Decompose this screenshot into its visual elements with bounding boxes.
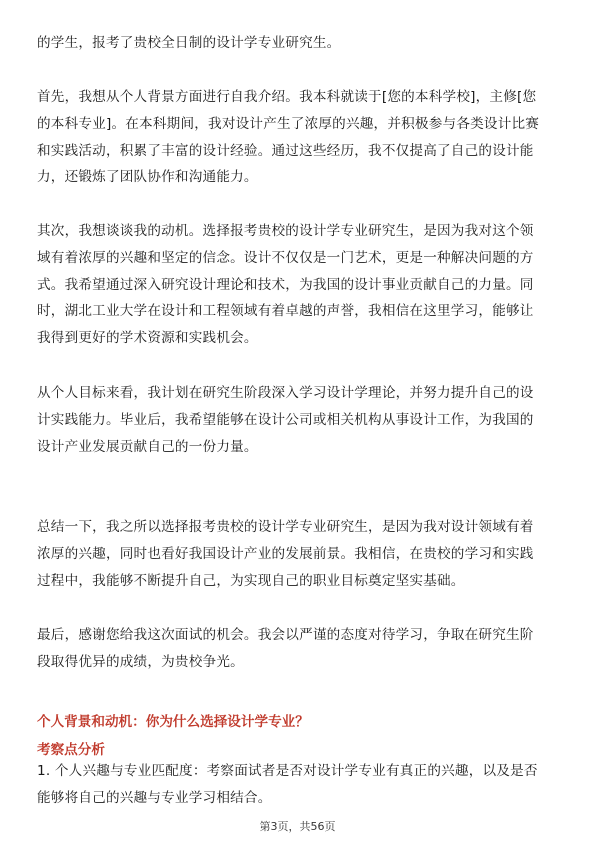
text-line: 段取得优异的成绩，为贵校争光。 (37, 653, 244, 670)
text-line: 我得到更好的学术资源和实践机会。 (37, 330, 258, 347)
paragraph-background (37, 84, 563, 191)
text-line: 其次，我想谈谈我的动机。选择报考贵校的设计学专业研究生，是因为我对这个领 (37, 223, 534, 239)
text-line: 时，湖北工业大学在设计和工程领域有着卓越的声誉，我相信在这里学习，能够让 (37, 303, 534, 320)
text-line: 从个人目标来看，我计划在研究生阶段深入学习设计学理论，并努力提升自己的设 (37, 385, 534, 401)
text-line: 过程中，我能够不断提升自己，为实现自己的职业目标奠定坚实基础。 (37, 572, 465, 589)
text-line: 总结一下，我之所以选择报考贵校的设计学专业研究生，是因为我对设计领域有着 (37, 519, 534, 535)
text-line: 和实践活动，积累了丰富的设计经验。通过这些经历，我不仅提高了自己的设计能 (37, 142, 534, 159)
page-footer: 第3页，共56页 (259, 820, 336, 833)
question-heading: 个人背景和动机：你为什么选择设计学专业？ (37, 714, 309, 730)
analysis-heading: 考察点分析 (37, 742, 105, 758)
text-line: 式。我希望通过深入研究设计理论和技术，为我国的设计事业贡献自己的力量。同 (37, 276, 534, 293)
paragraph-goals (37, 380, 563, 460)
text-line: 能够将自己的兴趣与专业学习相结合。 (37, 789, 272, 806)
text-line: 首先，我想从个人背景方面进行自我介绍。我本科就读于[您的本科学校]，主修[您 (37, 89, 537, 105)
text-line: 域有着浓厚的兴趣和坚定的信念。设计不仅仅是一门艺术，更是一种解决问题的方 (37, 249, 534, 266)
text-line: 的本科专业]。在本科期间，我对设计产生了浓厚的兴趣，并积极参与各类设计比赛 (37, 115, 540, 132)
text-line: 力，还锻炼了团队协作和沟通能力。 (37, 169, 258, 186)
text-line: 浓厚的兴趣，同时也看好我国设计产业的发展前景。我相信，在贵校的学习和实践 (37, 545, 534, 562)
text-line: 设计产业发展贡献自己的一份力量。 (37, 438, 258, 455)
analysis-point (37, 758, 563, 812)
paragraph-motivation (37, 218, 563, 352)
paragraph-closing (37, 622, 563, 676)
text-line: 计实践能力。毕业后，我希望能够在设计公司或相关机构从事设计工作，为我国的 (37, 411, 534, 428)
paragraph-intro-end (37, 30, 563, 57)
text-line: 1. 个人兴趣与专业匹配度：考察面试者是否对设计学专业有真正的兴趣，以及是否 (37, 763, 538, 779)
paragraph-summary (37, 514, 563, 594)
text-line: 的学生，报考了贵校全日制的设计学专业研究生。 (37, 35, 341, 51)
text-line: 最后，感谢您给我这次面试的机会。我会以严谨的态度对待学习，争取在研究生阶 (37, 627, 534, 643)
